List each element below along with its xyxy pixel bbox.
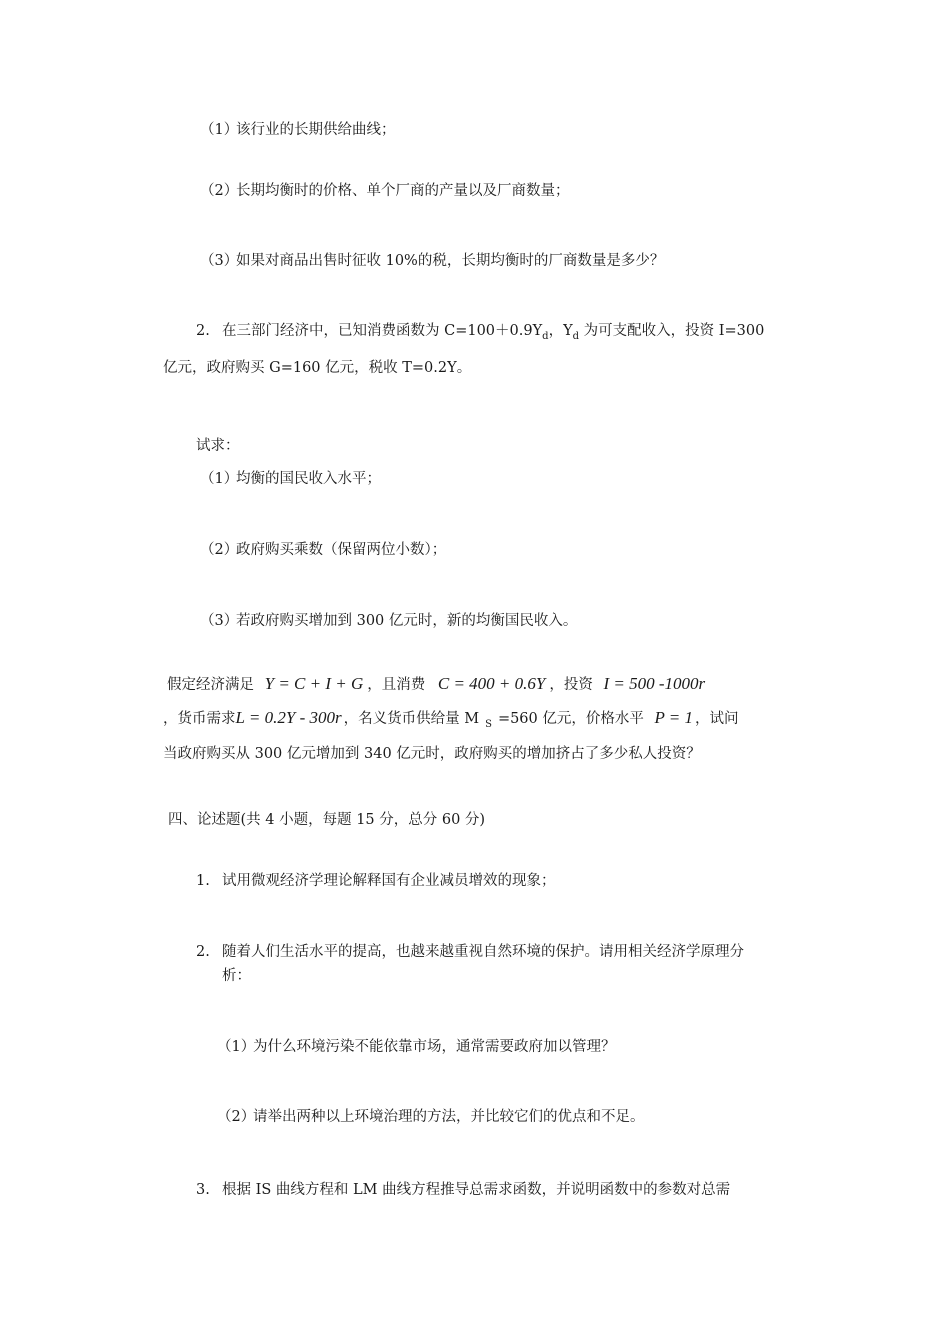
s4-q2-line-1 (196, 942, 744, 962)
q2-text-a: 在三部门经济中，已知消费函数为 C=100＋0.9Y (222, 323, 543, 339)
q2-sub-3-text: 若政府购买增加到 300 亿元时，新的均衡国民收入。 (236, 613, 578, 629)
q3-text-4: ，货币需求 (163, 711, 236, 727)
s4-q1 (196, 871, 556, 891)
q3-text-7: ，试问 (695, 711, 739, 727)
q1-sub-3-text: 如果对商品出售时征收 10%的税，长期均衡时的厂商数量是多少？ (236, 253, 665, 269)
q1-sub-1-label: （1） (200, 122, 239, 138)
equation-consumption: C = 400 + 0.6Y (437, 674, 546, 693)
q1-sub-2-text: 长期均衡时的价格、单个厂商的产量以及厂商数量； (236, 183, 570, 199)
q1-sub-2-label: （2） (200, 183, 239, 199)
s4-q3-number: 3. (196, 1182, 210, 1198)
s4-q1-text: 试用微观经济学理论解释国有企业减员增效的现象； (222, 873, 556, 889)
q2-number: 2. (196, 323, 210, 339)
s4-q2-sub-2 (217, 1107, 645, 1127)
q3-line-2 (163, 708, 739, 735)
q3-text-2: ，且消费 (367, 677, 426, 693)
q3-sub-s: S (485, 718, 492, 730)
s4-q2-text-1: 随着人们生活水平的提高，也越来越重视自然环境的保护。请用相关经济学原理分 (222, 944, 744, 960)
q1-sub-1 (200, 120, 396, 140)
q3-text-6: =560 亿元，价格水平 (497, 711, 644, 727)
q2-line-2: 亿元，政府购买 G=160 亿元，税收 T=0.2Y。 (163, 360, 472, 376)
s4-q2-sub-1 (217, 1037, 616, 1057)
q3-line-3: 当政府购买从 300 亿元增加到 340 亿元时，政府购买的增加挤占了多少私人投资？ (163, 746, 701, 762)
q2-ask: 试求： (196, 438, 240, 454)
equation-investment: I = 500 -1000r (603, 674, 706, 693)
s4-q2-number: 2. (196, 944, 210, 960)
q2-line-1 (196, 321, 764, 347)
q3-text-5: ，名义货币供给量 M (343, 711, 480, 727)
s4-q1-number: 1. (196, 873, 210, 889)
q3-text-1: 假定经济满足 (167, 677, 254, 693)
q2-sub-3 (200, 611, 577, 631)
equation-price-level: P = 1 (654, 708, 694, 727)
q2-sub-1 (200, 469, 381, 489)
equation-money-demand: L = 0.2Y - 300r (235, 708, 342, 727)
equation-identity: Y = C + I + G (264, 674, 364, 693)
q2-text-b: ，Y (548, 323, 573, 339)
section-4-heading: 四、论述题(共 4 小题，每题 15 分，总分 60 分) (168, 812, 486, 828)
q2-sub-d-2: d (572, 330, 580, 342)
q1-sub-2 (200, 181, 570, 201)
q2-sub-d-1: d (542, 330, 549, 342)
q1-sub-3-label: （3） (200, 253, 239, 269)
s4-q3-text: 根据 IS 曲线方程和 LM 曲线方程推导总需求函数，并说明函数中的参数对总需 (222, 1182, 731, 1198)
q2-sub-1-text: 均衡的国民收入水平； (236, 471, 381, 487)
q2-sub-1-label: （1） (200, 471, 239, 487)
s4-q3 (196, 1180, 730, 1200)
q2-sub-2 (200, 540, 446, 560)
q1-sub-3 (200, 251, 664, 271)
q3-line-1 (163, 674, 705, 695)
s4-q2-line-2: 析： (222, 968, 251, 984)
q2-sub-2-label: （2） (200, 542, 239, 558)
s4-q2-sub-2-text: 请举出两种以上环境治理的方法，并比较它们的优点和不足。 (253, 1109, 645, 1125)
q1-sub-1-text: 该行业的长期供给曲线； (236, 122, 396, 138)
s4-q2-sub-1-label: （1） (217, 1039, 256, 1055)
q2-sub-2-text: 政府购买乘数（保留两位小数）； (236, 542, 447, 558)
q2-sub-3-label: （3） (200, 613, 239, 629)
s4-q2-sub-1-text: 为什么环境污染不能依靠市场，通常需要政府加以管理？ (253, 1039, 616, 1055)
s4-q2-sub-2-label: （2） (217, 1109, 256, 1125)
q3-text-3: ，投资 (549, 677, 593, 693)
q2-text-c: 为可支配收入，投资 I=300 (579, 323, 765, 339)
